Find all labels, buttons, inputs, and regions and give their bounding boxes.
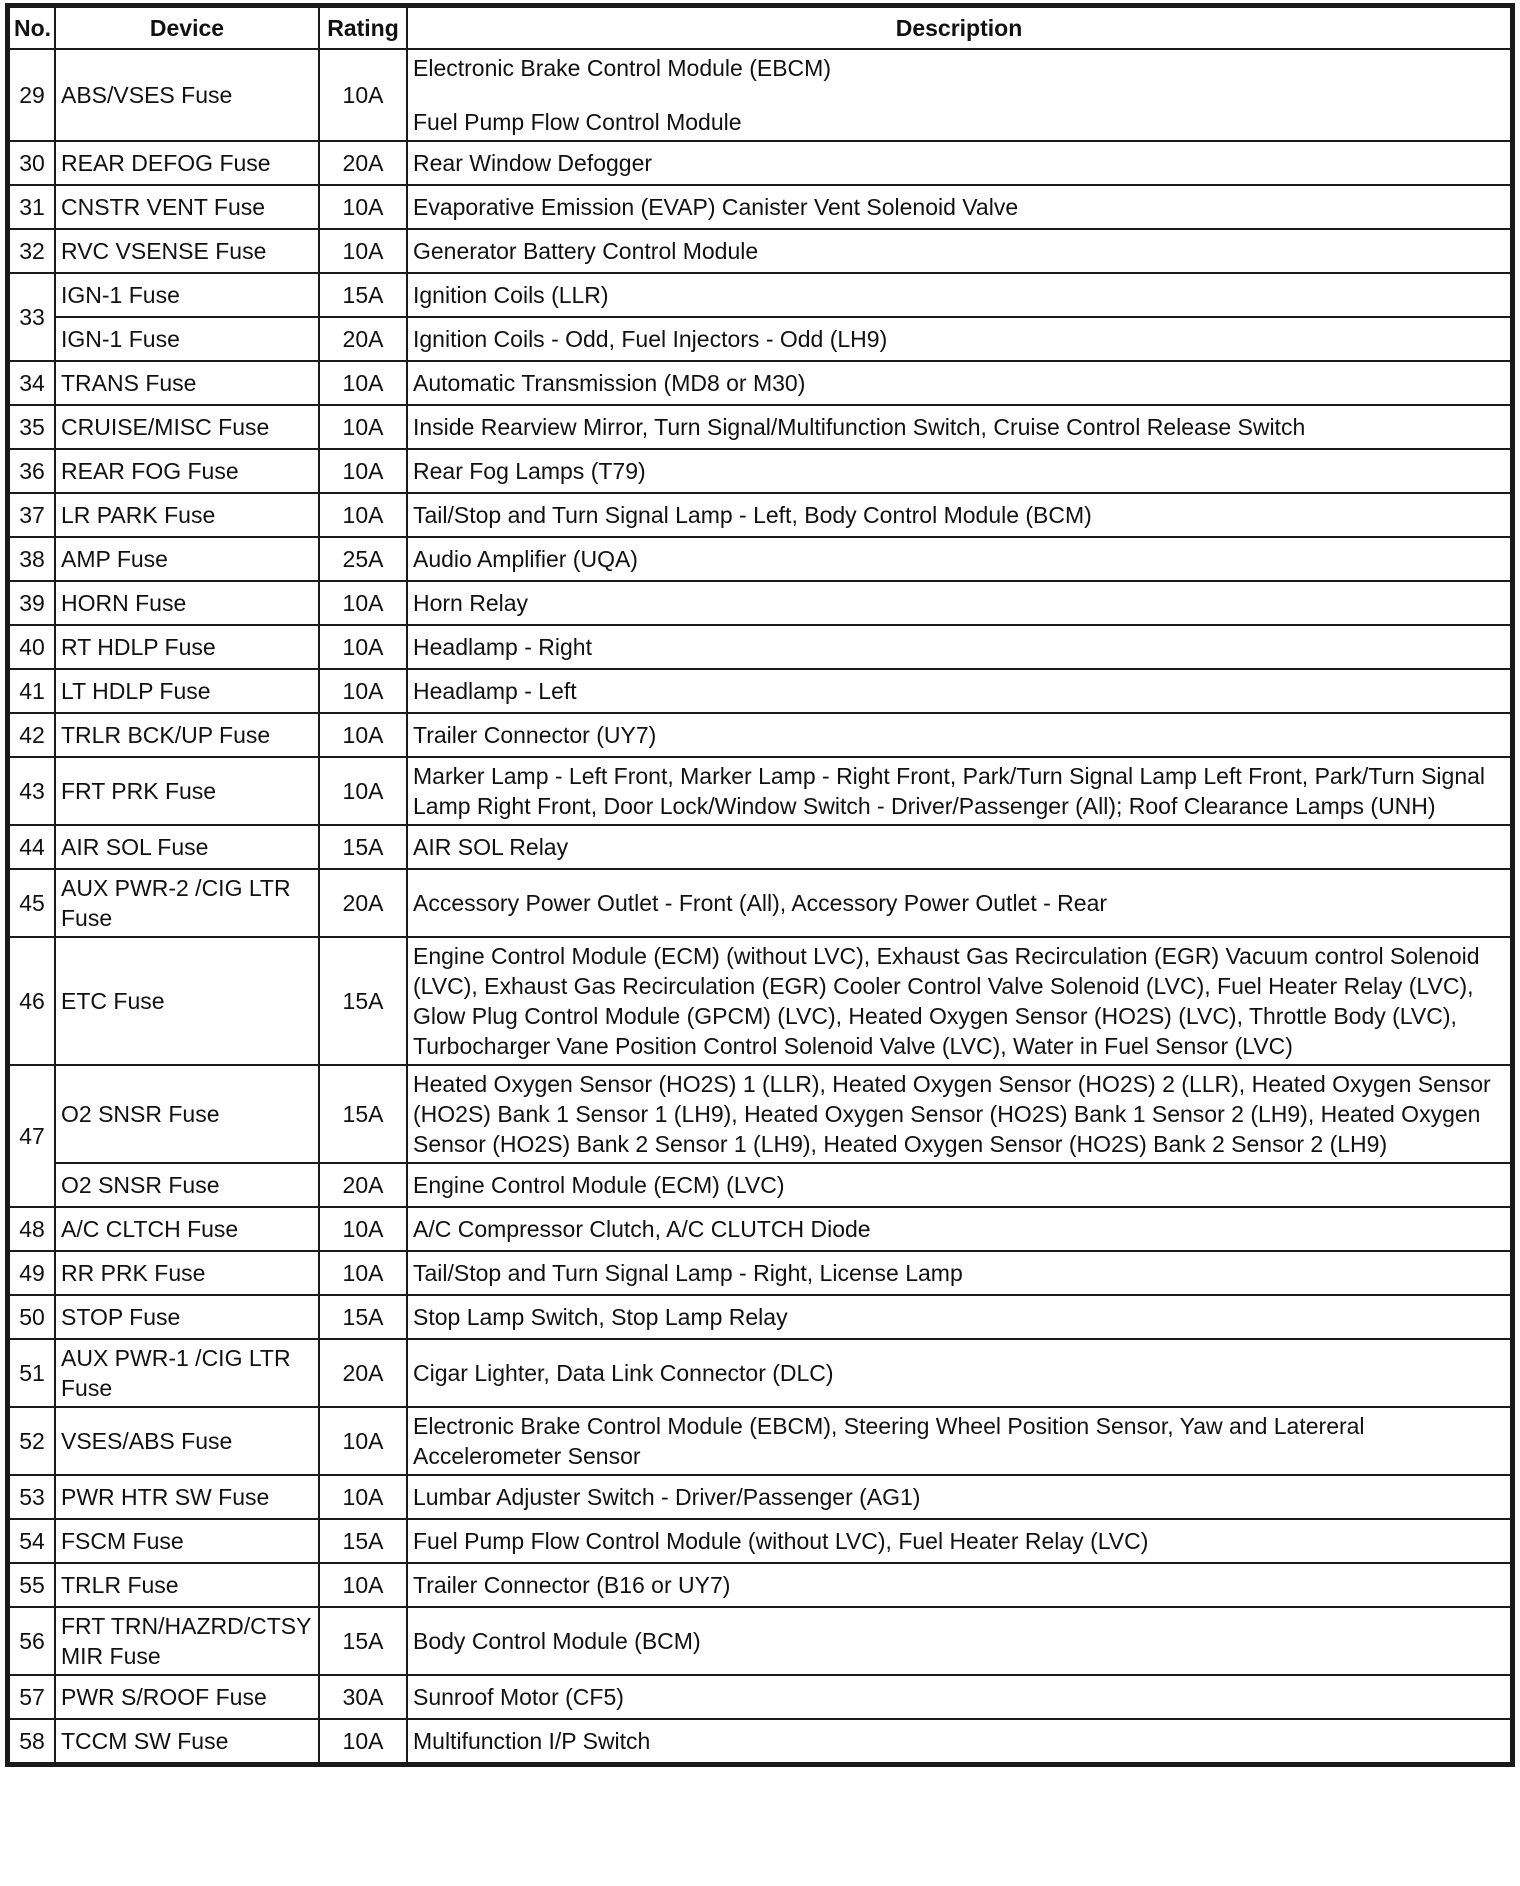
table-row: [9, 581, 1511, 625]
device-name: O2 SNSR Fuse: [55, 1065, 319, 1163]
fuse-number: 46: [9, 937, 55, 1065]
fuse-description: Tail/Stop and Turn Signal Lamp - Right, License Lamp: [407, 1251, 1511, 1295]
table-row: [9, 825, 1511, 869]
fuse-number: 35: [9, 405, 55, 449]
fuse-description: Trailer Connector (B16 or UY7): [407, 1563, 1511, 1607]
fuse-description: Fuel Pump Flow Control Module (without LVC), Fuel Heater Relay (LVC): [407, 1519, 1511, 1563]
table-row: [9, 1207, 1511, 1251]
device-name: AUX PWR-1 /CIG LTR Fuse: [55, 1339, 319, 1407]
fuse-rating: 10A: [319, 713, 407, 757]
fuse-number: 44: [9, 825, 55, 869]
table-row: [9, 537, 1511, 581]
table-row: [9, 141, 1511, 185]
fuse-rating: 10A: [319, 1475, 407, 1519]
fuse-number: 40: [9, 625, 55, 669]
fuse-rating: 25A: [319, 537, 407, 581]
header-row: [9, 7, 1511, 49]
fuse-table: [8, 6, 1512, 1764]
table-row: [9, 669, 1511, 713]
table-row: [9, 1163, 1511, 1207]
device-name: AMP Fuse: [55, 537, 319, 581]
device-name: PWR HTR SW Fuse: [55, 1475, 319, 1519]
fuse-description: Marker Lamp - Left Front, Marker Lamp - Right Front, Park/Turn Signal Lamp Left Front, Park/Turn Signal Lamp Right Front, Door Lock/Window Switch - Driver/Passenger (All); Roof Clearance Lamps (UNH): [407, 757, 1511, 825]
fuse-rating: 10A: [319, 625, 407, 669]
table-row: [9, 493, 1511, 537]
fuse-description: Rear Window Defogger: [407, 141, 1511, 185]
fuse-description: Inside Rearview Mirror, Turn Signal/Multifunction Switch, Cruise Control Release Switch: [407, 405, 1511, 449]
fuse-description: Audio Amplifier (UQA): [407, 537, 1511, 581]
fuse-number: 34: [9, 361, 55, 405]
header-no: No.: [9, 7, 55, 49]
fuse-number: 50: [9, 1295, 55, 1339]
fuse-description: Rear Fog Lamps (T79): [407, 449, 1511, 493]
fuse-rating: 15A: [319, 1519, 407, 1563]
device-name: FRT TRN/HAZRD/CTSY MIR Fuse: [55, 1607, 319, 1675]
device-name: RR PRK Fuse: [55, 1251, 319, 1295]
table-row: [9, 1519, 1511, 1563]
header-rating: Rating: [319, 7, 407, 49]
fuse-description: Evaporative Emission (EVAP) Canister Vent Solenoid Valve: [407, 185, 1511, 229]
fuse-description: Accessory Power Outlet - Front (All), Accessory Power Outlet - Rear: [407, 869, 1511, 937]
fuse-number: 32: [9, 229, 55, 273]
fuse-rating: 15A: [319, 1065, 407, 1163]
table-row: [9, 1475, 1511, 1519]
fuse-number: 31: [9, 185, 55, 229]
description-line: Electronic Brake Control Module (EBCM): [413, 55, 831, 81]
fuse-description: [407, 49, 1511, 141]
table-row: [9, 361, 1511, 405]
fuse-rating: 10A: [319, 405, 407, 449]
fuse-number: 52: [9, 1407, 55, 1475]
fuse-rating: 10A: [319, 581, 407, 625]
fuse-description: AIR SOL Relay: [407, 825, 1511, 869]
device-name: AIR SOL Fuse: [55, 825, 319, 869]
fuse-description: Ignition Coils (LLR): [407, 273, 1511, 317]
fuse-rating: 20A: [319, 869, 407, 937]
fuse-description: Headlamp - Right: [407, 625, 1511, 669]
fuse-rating: 20A: [319, 1339, 407, 1407]
fuse-description: Generator Battery Control Module: [407, 229, 1511, 273]
device-name: ETC Fuse: [55, 937, 319, 1065]
table-row: [9, 713, 1511, 757]
fuse-description: Body Control Module (BCM): [407, 1607, 1511, 1675]
device-name: TRLR Fuse: [55, 1563, 319, 1607]
fuse-rating: 10A: [319, 49, 407, 141]
table-row: [9, 49, 1511, 141]
device-name: IGN-1 Fuse: [55, 317, 319, 361]
header-device: Device: [55, 7, 319, 49]
fuse-rating: 10A: [319, 493, 407, 537]
device-name: CNSTR VENT Fuse: [55, 185, 319, 229]
fuse-rating: 20A: [319, 141, 407, 185]
table-row: [9, 405, 1511, 449]
fuse-rating: 15A: [319, 825, 407, 869]
fuse-number: 58: [9, 1719, 55, 1763]
fuse-number: 47: [9, 1065, 55, 1207]
fuse-number: 53: [9, 1475, 55, 1519]
device-name: LR PARK Fuse: [55, 493, 319, 537]
device-name: REAR DEFOG Fuse: [55, 141, 319, 185]
fuse-number: 33: [9, 273, 55, 361]
device-name: FRT PRK Fuse: [55, 757, 319, 825]
table-row: [9, 937, 1511, 1065]
fuse-description: Tail/Stop and Turn Signal Lamp - Left, Body Control Module (BCM): [407, 493, 1511, 537]
fuse-number: 38: [9, 537, 55, 581]
fuse-rating: 15A: [319, 1295, 407, 1339]
fuse-number: 30: [9, 141, 55, 185]
table-row: [9, 1607, 1511, 1675]
fuse-description: Heated Oxygen Sensor (HO2S) 1 (LLR), Heated Oxygen Sensor (HO2S) 2 (LLR), Heated Oxygen Sensor (HO2S) Bank 1 Sensor 1 (LH9), Heated Oxygen Sensor (HO2S) Bank 1 Sensor 2 (LH9), Heated Oxygen Sensor (HO2S) Bank 2 Sensor 1 (LH9), Heated Oxygen Sensor (HO2S) Bank 2 Sensor 2 (LH9): [407, 1065, 1511, 1163]
device-name: LT HDLP Fuse: [55, 669, 319, 713]
table-row: [9, 1563, 1511, 1607]
device-name: RT HDLP Fuse: [55, 625, 319, 669]
fuse-rating: 10A: [319, 361, 407, 405]
fuse-rating: 10A: [319, 669, 407, 713]
fuse-rating: 10A: [319, 449, 407, 493]
device-name: REAR FOG Fuse: [55, 449, 319, 493]
device-name: ABS/VSES Fuse: [55, 49, 319, 141]
fuse-number: 39: [9, 581, 55, 625]
table-row: [9, 273, 1511, 317]
fuse-rating: 20A: [319, 1163, 407, 1207]
fuse-number: 57: [9, 1675, 55, 1719]
device-name: IGN-1 Fuse: [55, 273, 319, 317]
fuse-rating: 15A: [319, 273, 407, 317]
fuse-rating: 30A: [319, 1675, 407, 1719]
fuse-rating: 10A: [319, 757, 407, 825]
fuse-description: Trailer Connector (UY7): [407, 713, 1511, 757]
fuse-rating: 20A: [319, 317, 407, 361]
fuse-rating: 15A: [319, 1607, 407, 1675]
fuse-description: Automatic Transmission (MD8 or M30): [407, 361, 1511, 405]
fuse-number: 37: [9, 493, 55, 537]
device-name: CRUISE/MISC Fuse: [55, 405, 319, 449]
fuse-number: 29: [9, 49, 55, 141]
fuse-number: 54: [9, 1519, 55, 1563]
fuse-description: Multifunction I/P Switch: [407, 1719, 1511, 1763]
table-row: [9, 625, 1511, 669]
fuse-description: Engine Control Module (ECM) (without LVC), Exhaust Gas Recirculation (EGR) Vacuum control Solenoid (LVC), Exhaust Gas Recirculation (EGR) Cooler Control Valve Solenoid (LVC), Fuel Heater Relay (LVC), Glow Plug Control Module (GPCM) (LVC), Heated Oxygen Sensor (HO2S) (LVC), Throttle Body (LVC), Turbocharger Vane Position Control Solenoid Valve (LVC), Water in Fuel Sensor (LVC): [407, 937, 1511, 1065]
fuse-description: A/C Compressor Clutch, A/C CLUTCH Diode: [407, 1207, 1511, 1251]
device-name: HORN Fuse: [55, 581, 319, 625]
fuse-rating: 10A: [319, 185, 407, 229]
fuse-number: 49: [9, 1251, 55, 1295]
fuse-description: Lumbar Adjuster Switch - Driver/Passenger (AG1): [407, 1475, 1511, 1519]
fuse-rating: 10A: [319, 1251, 407, 1295]
table-row: [9, 1407, 1511, 1475]
fuse-number: 56: [9, 1607, 55, 1675]
table-row: [9, 1065, 1511, 1163]
fuse-description: Headlamp - Left: [407, 669, 1511, 713]
table-row: [9, 1251, 1511, 1295]
fuse-description: Cigar Lighter, Data Link Connector (DLC): [407, 1339, 1511, 1407]
fuse-number: 36: [9, 449, 55, 493]
fuse-number: 43: [9, 757, 55, 825]
fuse-number: 55: [9, 1563, 55, 1607]
fuse-description: Horn Relay: [407, 581, 1511, 625]
device-name: TRANS Fuse: [55, 361, 319, 405]
fuse-rating: 10A: [319, 1563, 407, 1607]
device-name: TRLR BCK/UP Fuse: [55, 713, 319, 757]
table-row: [9, 1295, 1511, 1339]
fuse-description: Stop Lamp Switch, Stop Lamp Relay: [407, 1295, 1511, 1339]
device-name: PWR S/ROOF Fuse: [55, 1675, 319, 1719]
fuse-rating: 10A: [319, 229, 407, 273]
fuse-rating: 10A: [319, 1407, 407, 1475]
table-row: [9, 1719, 1511, 1763]
table-row: [9, 757, 1511, 825]
fuse-number: 51: [9, 1339, 55, 1407]
table-row: [9, 185, 1511, 229]
fuse-number: 45: [9, 869, 55, 937]
table-row: [9, 869, 1511, 937]
table-row: [9, 229, 1511, 273]
device-name: VSES/ABS Fuse: [55, 1407, 319, 1475]
fuse-number: 48: [9, 1207, 55, 1251]
device-name: AUX PWR-2 /CIG LTR Fuse: [55, 869, 319, 937]
table-row: [9, 449, 1511, 493]
device-name: STOP Fuse: [55, 1295, 319, 1339]
device-name: RVC VSENSE Fuse: [55, 229, 319, 273]
device-name: A/C CLTCH Fuse: [55, 1207, 319, 1251]
device-name: O2 SNSR Fuse: [55, 1163, 319, 1207]
fuse-description: Electronic Brake Control Module (EBCM), Steering Wheel Position Sensor, Yaw and Latereral Accelerometer Sensor: [407, 1407, 1511, 1475]
description-line: Fuel Pump Flow Control Module: [413, 109, 742, 135]
fuse-number: 41: [9, 669, 55, 713]
fuse-rating: 10A: [319, 1207, 407, 1251]
table-row: [9, 1675, 1511, 1719]
device-name: FSCM Fuse: [55, 1519, 319, 1563]
device-name: TCCM SW Fuse: [55, 1719, 319, 1763]
fuse-rating: 10A: [319, 1719, 407, 1763]
table-row: [9, 317, 1511, 361]
fuse-description: Engine Control Module (ECM) (LVC): [407, 1163, 1511, 1207]
fuse-number: 42: [9, 713, 55, 757]
header-description: Description: [407, 7, 1511, 49]
fuse-rating: 15A: [319, 937, 407, 1065]
fuse-description: Sunroof Motor (CF5): [407, 1675, 1511, 1719]
table-row: [9, 1339, 1511, 1407]
fuse-description: Ignition Coils - Odd, Fuel Injectors - Odd (LH9): [407, 317, 1511, 361]
